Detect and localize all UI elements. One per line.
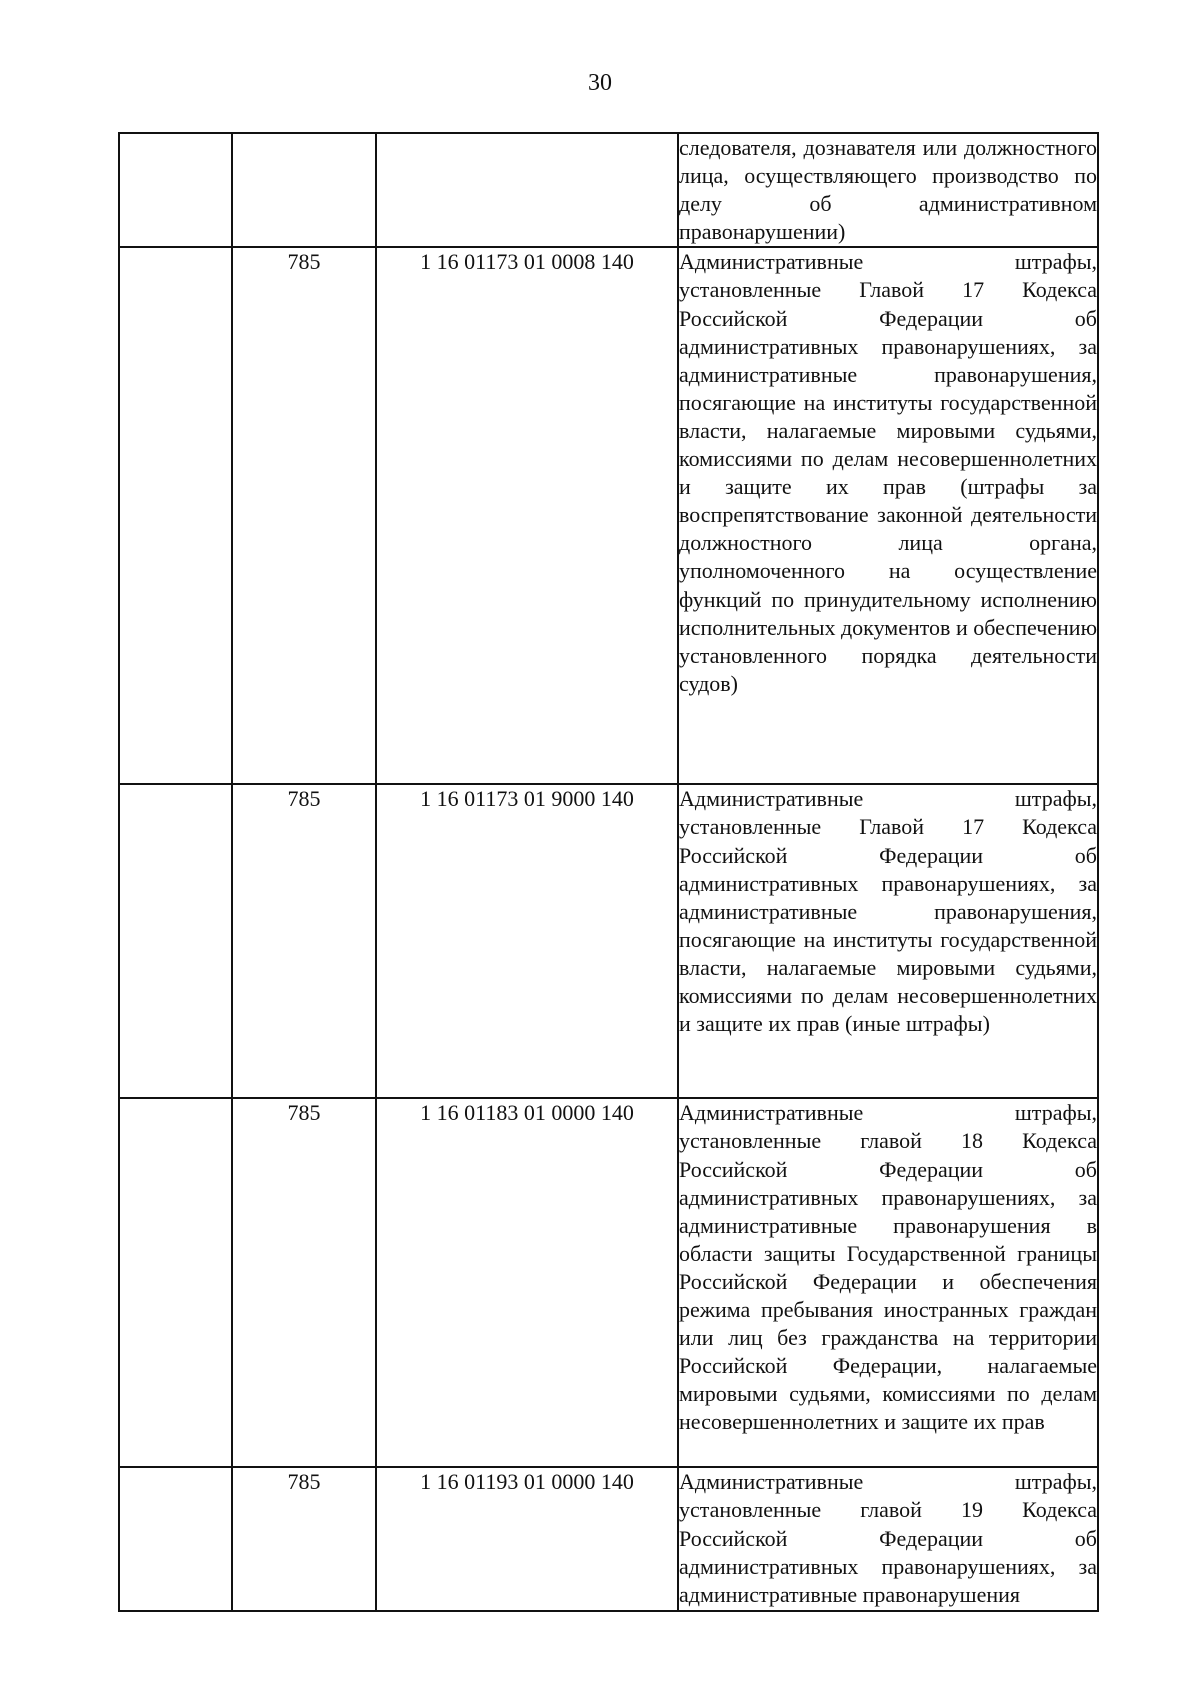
kbk-code-cell (376, 1098, 678, 1467)
kbk-code: 1 16 01173 01 0008 140 (420, 249, 634, 275)
admin-code-cell (232, 247, 376, 784)
empty-cell (119, 1467, 232, 1611)
kbk-code-cell (376, 1467, 678, 1611)
description-text: Административные штрафы, установленные главой 19 Кодекса Российской Федерации об административных правонарушениях, за административные правонарушения (679, 1469, 1097, 1607)
admin-code: 785 (287, 1469, 321, 1495)
admin-code-cell (232, 1467, 376, 1611)
kbk-code-cell (376, 247, 678, 784)
empty-cell (119, 1098, 232, 1467)
description-cell (678, 133, 1098, 247)
table-row (119, 133, 1098, 247)
description-text: Административные штрафы, установленные главой 18 Кодекса Российской Федерации об административных правонарушениях, за административные правонарушения в области защиты Государственной границы Российской Федерации и обеспечения режима пребывания иностранных граждан или лиц без гражданства на территории Российской Федерации, налагаемые мировыми судьями, комиссиями по делам несовершеннолетних и защите их прав (679, 1100, 1097, 1435)
admin-code: 785 (287, 249, 321, 275)
kbk-code: 1 16 01193 01 0000 140 (420, 1469, 634, 1495)
description-text: Административные штрафы, установленные Главой 17 Кодекса Российской Федерации об административных правонарушениях, за административные правонарушения, посягающие на институты государственной власти, налагаемые мировыми судьями, комиссиями по делам несовершеннолетних и защите их прав (штрафы за воспрепятствование законной деятельности должностного лица органа, уполномоченного на осуществление функций по принудительному исполнению исполнительных документов и обеспечению установленного порядка деятельности судов) (679, 249, 1097, 696)
description-cell (678, 1098, 1098, 1467)
page-number: 30 (588, 70, 612, 96)
empty-cell (119, 133, 232, 247)
description-cell (678, 247, 1098, 784)
admin-code-cell (232, 784, 376, 1098)
table-row (119, 1467, 1098, 1611)
table-row (119, 247, 1098, 784)
description-text: Административные штрафы, установленные Главой 17 Кодекса Российской Федерации об административных правонарушениях, за административные правонарушения, посягающие на институты государственной власти, налагаемые мировыми судьями, комиссиями по делам несовершеннолетних и защите их прав (иные штрафы) (679, 786, 1097, 1037)
description-cell (678, 784, 1098, 1098)
description-text: следователя, дознавателя или должностного лица, осуществляющего производство по делу об административном правонарушении) (679, 135, 1097, 245)
admin-code-cell (232, 1098, 376, 1467)
kbk-code: 1 16 01173 01 9000 140 (420, 786, 634, 812)
kbk-code: 1 16 01183 01 0000 140 (420, 1100, 634, 1126)
kbk-code-cell (376, 784, 678, 1098)
admin-code: 785 (287, 786, 321, 812)
empty-cell (119, 247, 232, 784)
table-row (119, 784, 1098, 1098)
empty-cell (119, 784, 232, 1098)
admin-code: 785 (287, 1100, 321, 1126)
kbk-code-cell (376, 133, 678, 247)
budget-classification-table (118, 132, 1099, 1612)
admin-code-cell (232, 133, 376, 247)
table-row (119, 1098, 1098, 1467)
description-cell (678, 1467, 1098, 1611)
